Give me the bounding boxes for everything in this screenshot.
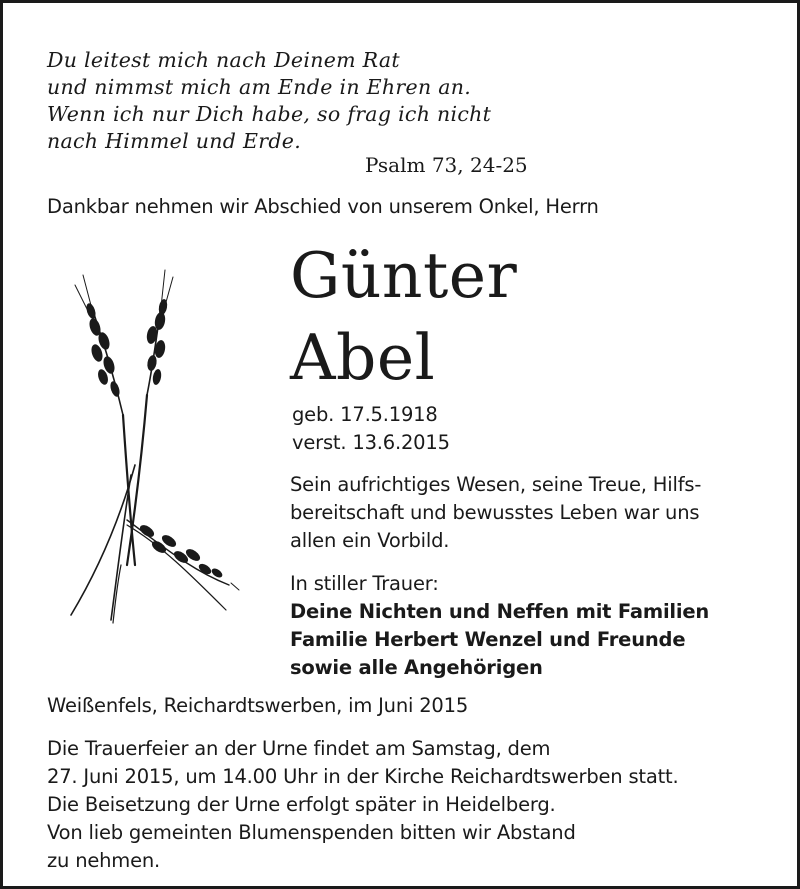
- funeral-line: 27. Juni 2015, um 14.00 Uhr in der Kirche Reichardtswerben statt.: [47, 765, 679, 788]
- funeral-line: zu nehmen.: [47, 849, 161, 872]
- mourners-line: Familie Herbert Wenzel und Freunde: [290, 628, 686, 651]
- death-date: verst. 13.6.2015: [292, 431, 450, 454]
- verse-line: nach Himmel und Erde.: [47, 129, 302, 153]
- funeral-line: Die Trauerfeier an der Urne findet am Samstag, dem: [47, 737, 551, 760]
- funeral-line: Die Beisetzung der Urne erfolgt später in Heidelberg.: [47, 793, 556, 816]
- tribute-text: [290, 471, 701, 555]
- life-dates: [292, 401, 450, 457]
- mourners-line: sowie alle Angehörigen: [290, 656, 543, 679]
- mourners-line: Deine Nichten und Neffen mit Familien: [290, 600, 710, 623]
- funeral-info: [47, 735, 679, 875]
- mourners-block: [290, 570, 709, 682]
- deceased-last-name: Abel: [290, 321, 436, 394]
- tribute-line: Sein aufrichtiges Wesen, seine Treue, Hilfs-: [290, 473, 702, 496]
- mourners-heading: In stiller Trauer:: [290, 572, 439, 595]
- verse-line: Wenn ich nur Dich habe, so frag ich nicht: [47, 102, 492, 126]
- tribute-line: bereitschaft und bewusstes Leben war uns: [290, 501, 700, 524]
- tribute-line: allen ein Vorbild.: [290, 529, 450, 552]
- wheat-ears-icon: [61, 265, 241, 627]
- birth-date: geb. 17.5.1918: [292, 403, 438, 426]
- verse-line: Du leitest mich nach Deinem Rat: [47, 48, 400, 72]
- deceased-first-name: Günter: [290, 239, 518, 312]
- verse-line: und nimmst mich am Ende in Ehren an.: [47, 75, 472, 99]
- place-date: Weißenfels, Reichardtswerben, im Juni 2015: [47, 694, 469, 717]
- intro-text: Dankbar nehmen wir Abschied von unserem Onkel, Herrn: [47, 195, 599, 218]
- funeral-line: Von lieb gemeinten Blumenspenden bitten wir Abstand: [47, 821, 576, 844]
- psalm-verse: [47, 47, 491, 155]
- verse-source: Psalm 73, 24-25: [365, 153, 528, 177]
